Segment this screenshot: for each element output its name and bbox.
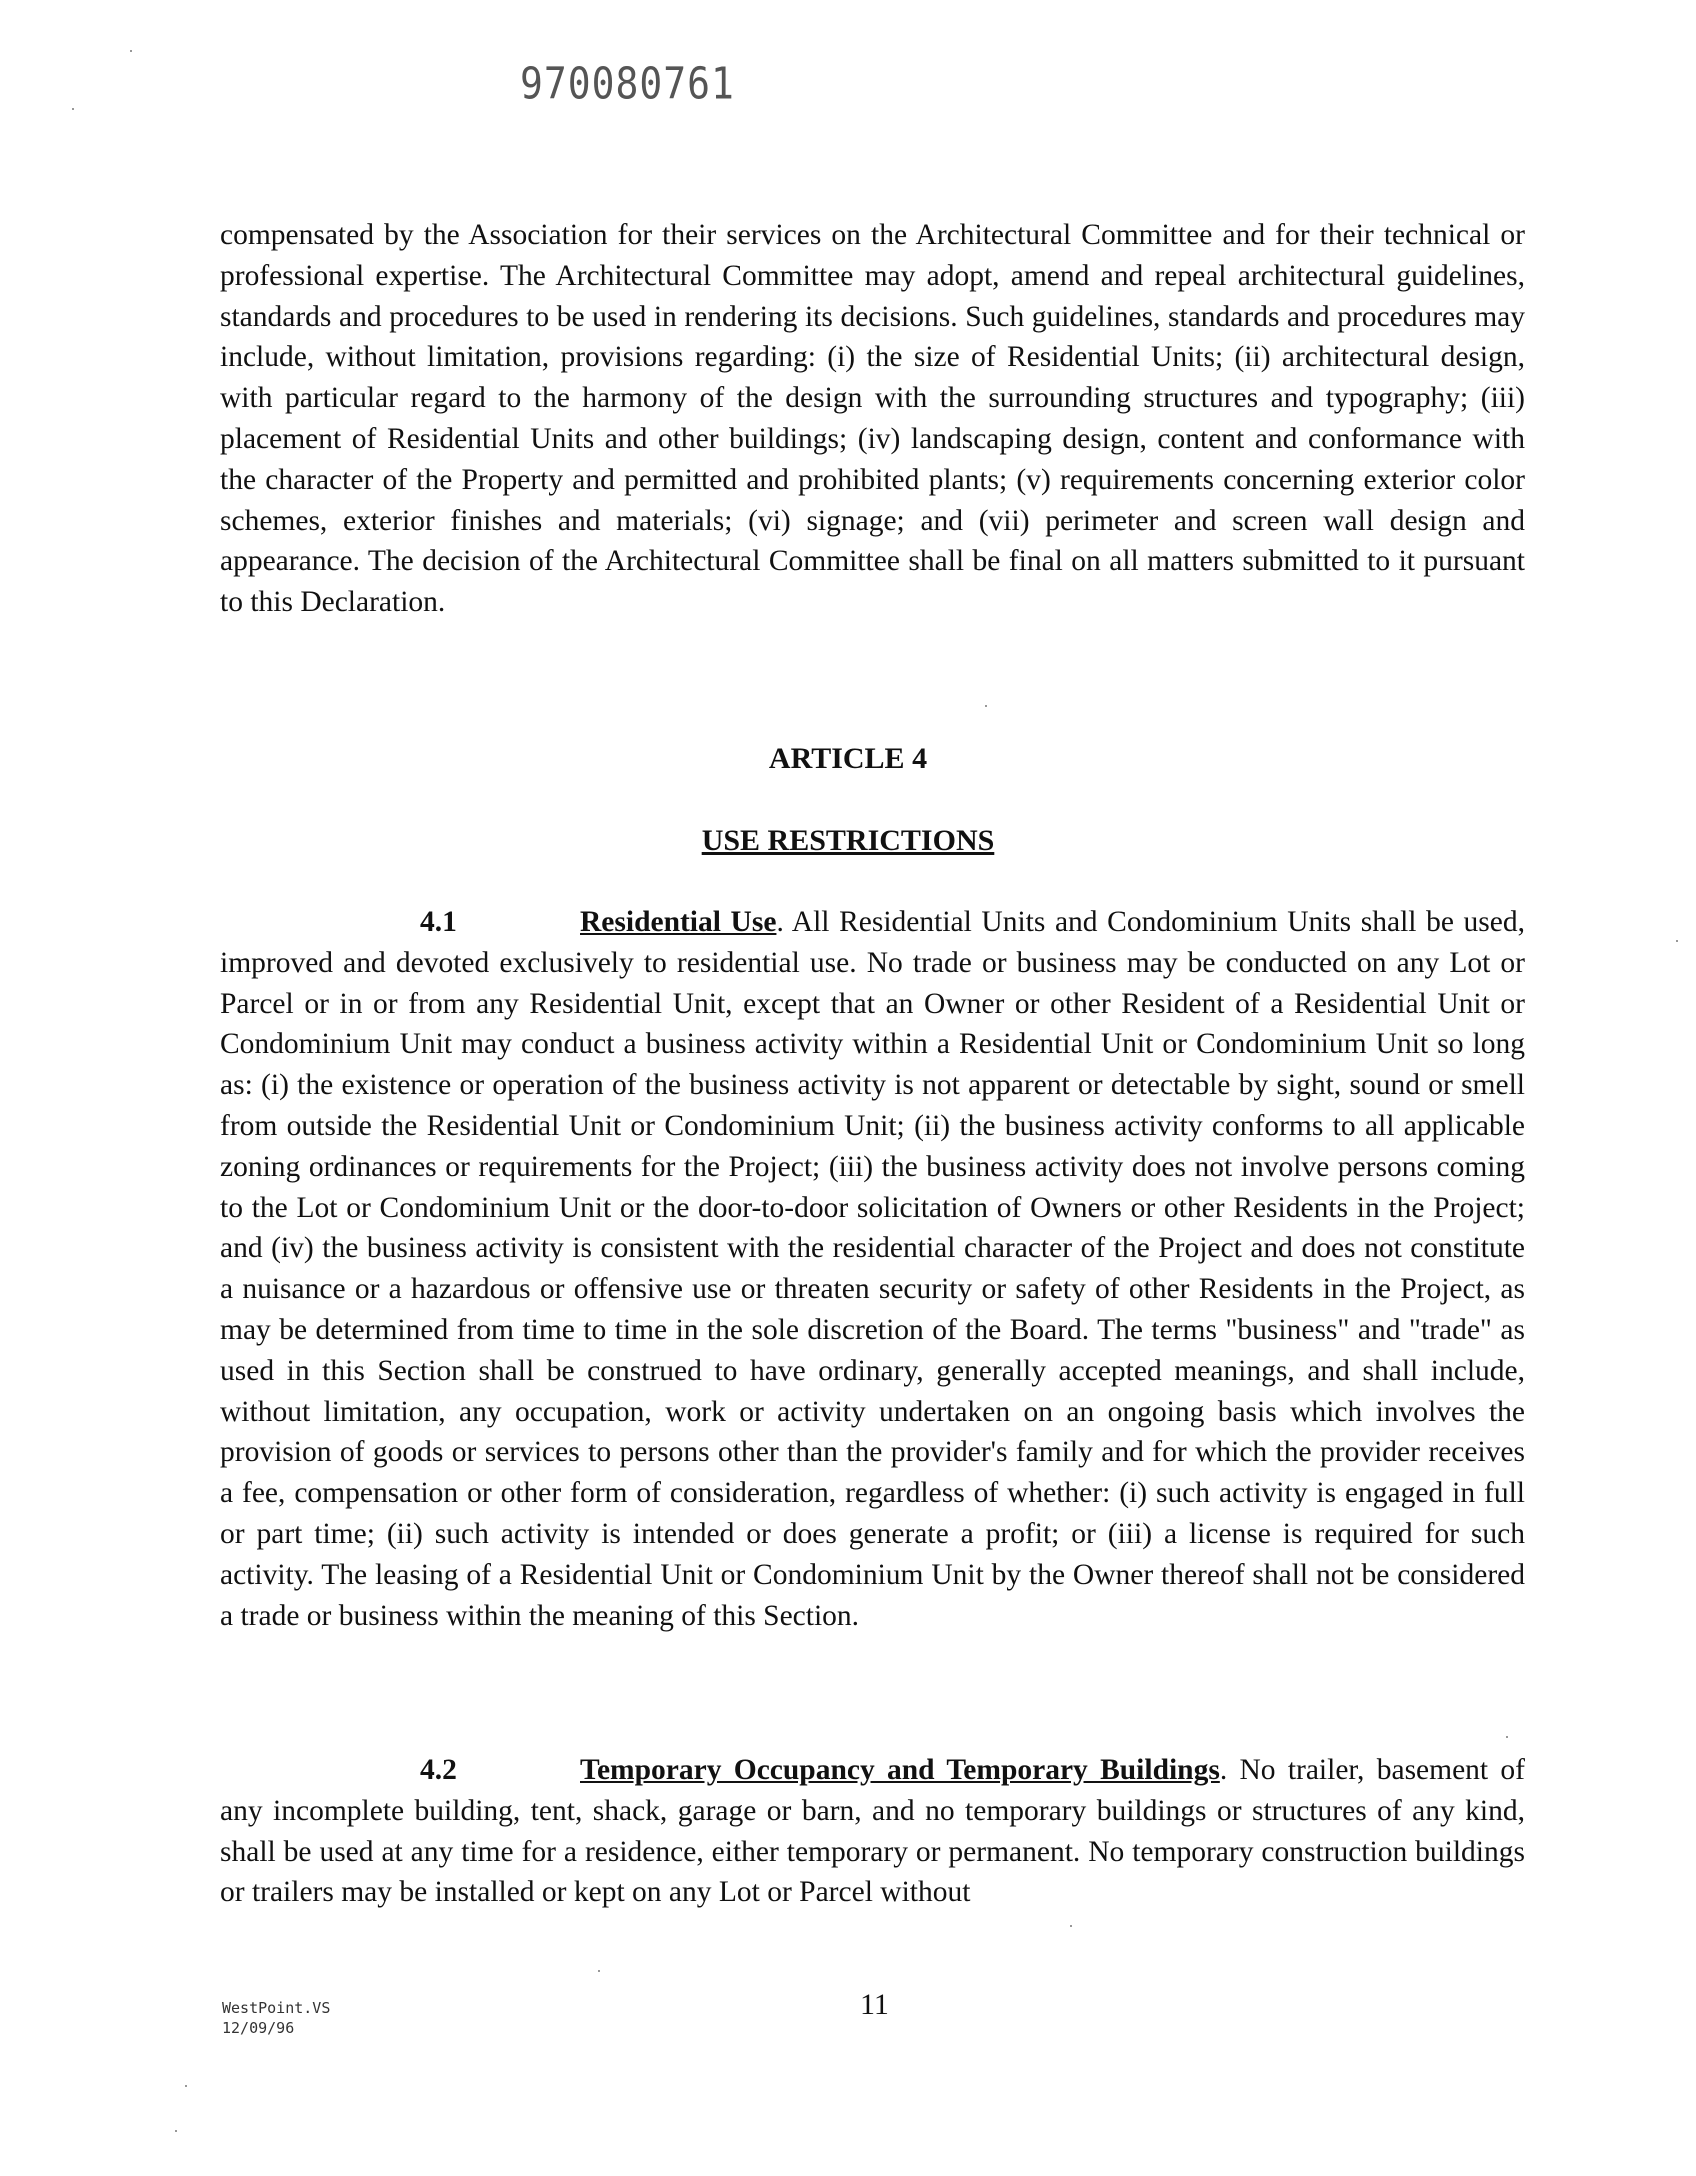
article-subheading: USE RESTRICTIONS	[701, 824, 995, 857]
scan-speck	[130, 50, 132, 52]
footer-file-name: WestPoint.VS	[222, 1999, 331, 2017]
footer-date: 12/09/96	[222, 2019, 295, 2037]
page-number: 11	[860, 1988, 889, 2021]
section-number: 4.1	[420, 906, 457, 938]
scan-speck	[185, 2085, 187, 2087]
section-text: . No trailer, basement of any incomplete building, tent, shack, garage or barn, and no temporary buildings or structures of any kind, shall be used at any time for a residence, either temporary or permanent. No temporary construction buildings or trailers may be installed or kept on any Lot or Parcel without	[220, 1754, 1525, 1909]
section-text: . All Residential Units and Condominium Units shall be used, improved and devoted exclusively to residential use. No trade or business may be conducted on any Lot or Parcel or in or from any Residential Unit, except that an Owner or other Resident of a Residential Unit or Condominium Unit may conduct a business activity within a Residential Unit or Condominium Unit so long as: (i) the existence or operation of the business activity is not apparent or detectable by sight, sound or smell from outside the Residential Unit or Condominium Unit; (ii) the business activity conforms to all applicable zoning ordinances or requirements for the Project; (iii) the business activity does not involve persons coming to the Lot or Condominium Unit or the door-to-door solicitation of Owners or other Residents in the Project; and (iv) the business activity is consistent with the residential character of the Project and does not constitute a nuisance or a hazardous or offensive use or threaten security or safety of other Residents in the Project, as may be determined from time to time in the sole discretion of the Board. The terms "business" and "trade" as used in this Section shall be construed to have ordinary, generally accepted meanings, and shall include, without limitation, any occupation, work or activity undertaken on an ongoing basis which involves the provision of goods or services to persons other than the provider's family and for which the provider receives a fee, compensation or other form of consideration, regardless of whether: (i) such activity is engaged in full or part time; (ii) such activity is intended or does generate a profit; or (iii) a license is required for such activity. The leasing of a Residential Unit or Condominium Unit by the Owner thereof shall not be considered a trade or business within the meaning of this Section.	[220, 906, 1525, 1632]
scan-speck	[1506, 1736, 1508, 1738]
scan-speck	[1070, 1925, 1072, 1927]
scan-speck	[72, 108, 74, 110]
footer-file-info	[222, 1998, 330, 2038]
section-4-1	[220, 902, 1525, 1636]
section-4-2	[220, 1750, 1525, 1913]
section-title: Residential Use	[580, 906, 777, 938]
scan-speck	[598, 1970, 600, 1972]
section-title: Temporary Occupancy and Temporary Buildings	[580, 1754, 1220, 1786]
article-heading: ARTICLE 4	[768, 742, 928, 775]
scan-speck	[1676, 940, 1678, 942]
scan-speck	[175, 2130, 177, 2132]
document-number: 970080761	[520, 58, 735, 109]
section-number: 4.2	[420, 1754, 457, 1786]
intro-paragraph: compensated by the Association for their services on the Architectural Committee and for their technical or professional expertise. The Architectural Committee may adopt, amend and repeal architectural guidelines, standards and procedures to be used in rendering its decisions. Such guidelines, standards and procedures may include, without limitation, provisions regarding: (i) the size of Residential Units; (ii) architectural design, with particular regard to the harmony of the design with the surrounding structures and typography; (iii) placement of Residential Units and other buildings; (iv) landscaping design, content and conformance with the character of the Property and permitted and prohibited plants; (v) requirements concerning exterior color schemes, exterior finishes and materials; (vi) signage; and (vii) perimeter and screen wall design and appearance. The decision of the Architectural Committee shall be final on all matters submitted to it pursuant to this Declaration.	[220, 219, 1525, 619]
scan-speck	[985, 705, 987, 707]
